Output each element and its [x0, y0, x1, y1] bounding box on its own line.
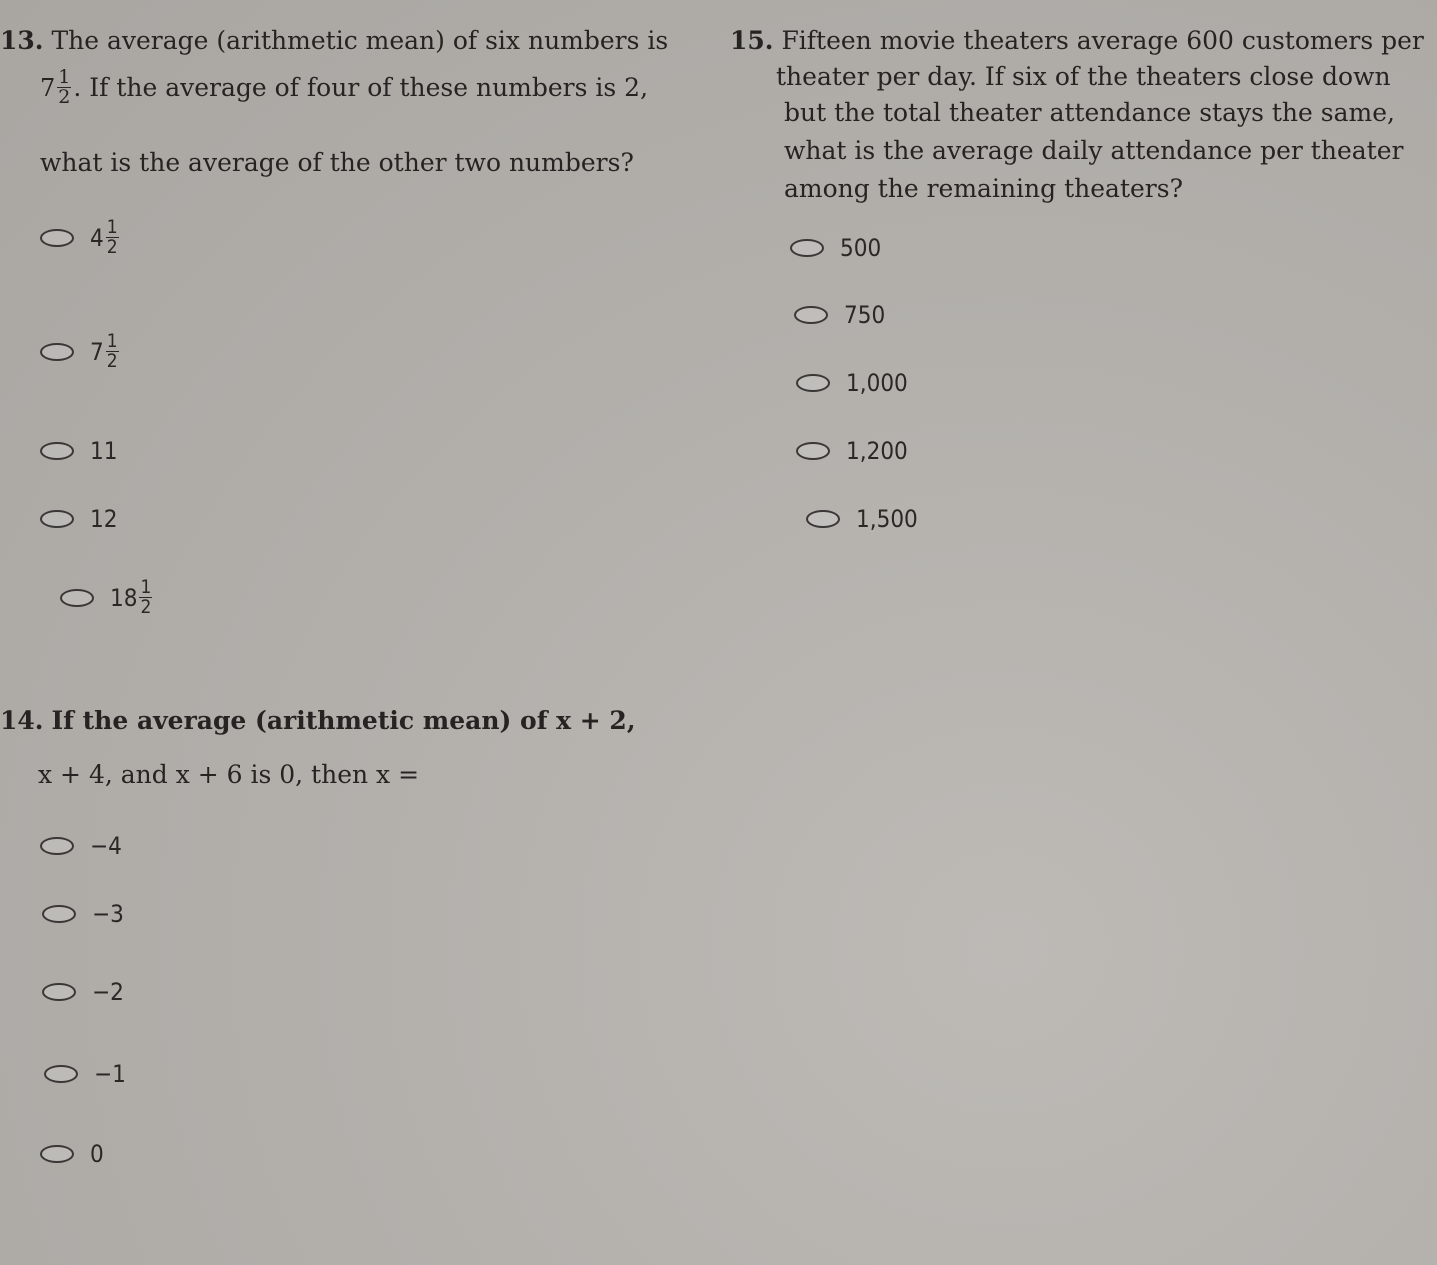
- question-15-text-4: what is the average daily attendance per theater: [784, 136, 1404, 165]
- question-15-option-d[interactable]: [796, 437, 908, 465]
- question-15-option-e[interactable]: [806, 505, 918, 533]
- option-label: 11: [90, 437, 118, 465]
- option-fraction: [139, 578, 152, 617]
- option-numerator: 1: [140, 576, 152, 598]
- option-denominator: 2: [106, 236, 118, 258]
- option-label: 1,500: [856, 505, 918, 533]
- question-15-number: 15.: [730, 26, 774, 55]
- question-14-line-1: [0, 708, 636, 733]
- answer-bubble[interactable]: [40, 343, 74, 361]
- answer-bubble[interactable]: [42, 983, 76, 1001]
- option-fraction: [106, 218, 119, 257]
- answer-bubble[interactable]: [40, 837, 74, 855]
- question-15-text-1: Fifteen movie theaters average 600 customers per: [781, 26, 1424, 55]
- answer-bubble[interactable]: [794, 306, 828, 324]
- answer-bubble[interactable]: [806, 510, 840, 528]
- question-15-option-c[interactable]: [796, 369, 908, 397]
- question-15-text-3: but the total theater attendance stays the same,: [784, 98, 1395, 127]
- option-denominator: 2: [106, 350, 118, 372]
- answer-bubble[interactable]: [796, 442, 830, 460]
- option-label: 1,200: [846, 437, 908, 465]
- question-15-line-4: [784, 138, 1403, 163]
- option-label: −4: [90, 832, 122, 860]
- option-whole: 4: [90, 223, 104, 252]
- option-whole: 18: [110, 583, 138, 612]
- question-14-option-a[interactable]: [40, 832, 122, 860]
- answer-bubble[interactable]: [60, 589, 94, 607]
- option-label: 0: [90, 1140, 104, 1168]
- question-13-text-2: . If the average of four of these numbers is 2,: [73, 73, 649, 102]
- option-whole: 7: [90, 337, 104, 366]
- question-13-fraction: [57, 68, 71, 107]
- option-numerator: 1: [106, 216, 118, 238]
- question-14-option-d[interactable]: [44, 1060, 126, 1088]
- question-13-line-2: [40, 68, 648, 107]
- option-label: [90, 218, 121, 257]
- answer-bubble[interactable]: [40, 510, 74, 528]
- question-13-line-1: [0, 28, 668, 53]
- option-label: 500: [840, 234, 882, 262]
- option-label: 750: [844, 301, 886, 329]
- question-13-text-1: The average (arithmetic mean) of six numbers is: [51, 26, 669, 55]
- question-14-option-c[interactable]: [42, 978, 124, 1006]
- option-label: [110, 578, 154, 617]
- question-13-denominator: 2: [58, 86, 71, 108]
- question-13-mixed-number: [40, 68, 73, 107]
- question-14-option-b[interactable]: [42, 900, 124, 928]
- question-13: [0, 0, 700, 680]
- question-13-whole: 7: [40, 73, 56, 102]
- question-15-line-5: [784, 176, 1183, 201]
- option-label: −1: [94, 1060, 126, 1088]
- question-13-line-3: [40, 150, 634, 175]
- question-13-text-3: what is the average of the other two numbers?: [40, 148, 634, 177]
- question-14: [0, 690, 700, 1190]
- answer-bubble[interactable]: [40, 1145, 74, 1163]
- question-14-text-2: x + 4, and x + 6 is 0, then x =: [38, 760, 420, 789]
- option-label: −2: [92, 978, 124, 1006]
- option-label: [90, 332, 121, 371]
- question-13-number: 13.: [0, 26, 44, 55]
- question-15-line-1: [730, 28, 1424, 53]
- question-15-option-b[interactable]: [794, 301, 885, 329]
- option-label: 12: [90, 505, 118, 533]
- option-label: −3: [92, 900, 124, 928]
- answer-bubble[interactable]: [40, 229, 74, 247]
- question-15-option-a[interactable]: [790, 234, 881, 262]
- question-13-numerator: 1: [58, 66, 71, 88]
- question-13-option-c[interactable]: [40, 437, 117, 465]
- question-14-option-e[interactable]: [40, 1140, 104, 1168]
- question-13-option-b[interactable]: [40, 332, 121, 371]
- answer-bubble[interactable]: [42, 905, 76, 923]
- answer-bubble[interactable]: [796, 374, 830, 392]
- question-15-line-2: [776, 64, 1391, 89]
- question-13-option-e[interactable]: [60, 578, 154, 617]
- question-13-option-d[interactable]: [40, 505, 117, 533]
- question-15: [700, 0, 1437, 560]
- option-denominator: 2: [140, 596, 152, 618]
- option-label: 1,000: [846, 369, 908, 397]
- question-15-text-2: theater per day. If six of the theaters close down: [776, 62, 1391, 91]
- question-15-line-3: [784, 100, 1395, 125]
- question-14-text-1: If the average (arithmetic mean) of x + 2,: [51, 706, 636, 735]
- option-numerator: 1: [106, 330, 118, 352]
- option-fraction: [106, 332, 119, 371]
- question-14-line-2: [38, 762, 419, 787]
- answer-bubble[interactable]: [40, 442, 74, 460]
- answer-bubble[interactable]: [790, 239, 824, 257]
- question-14-number: 14.: [0, 706, 44, 735]
- answer-bubble[interactable]: [44, 1065, 78, 1083]
- question-13-option-a[interactable]: [40, 218, 121, 257]
- question-15-text-5: among the remaining theaters?: [784, 174, 1183, 203]
